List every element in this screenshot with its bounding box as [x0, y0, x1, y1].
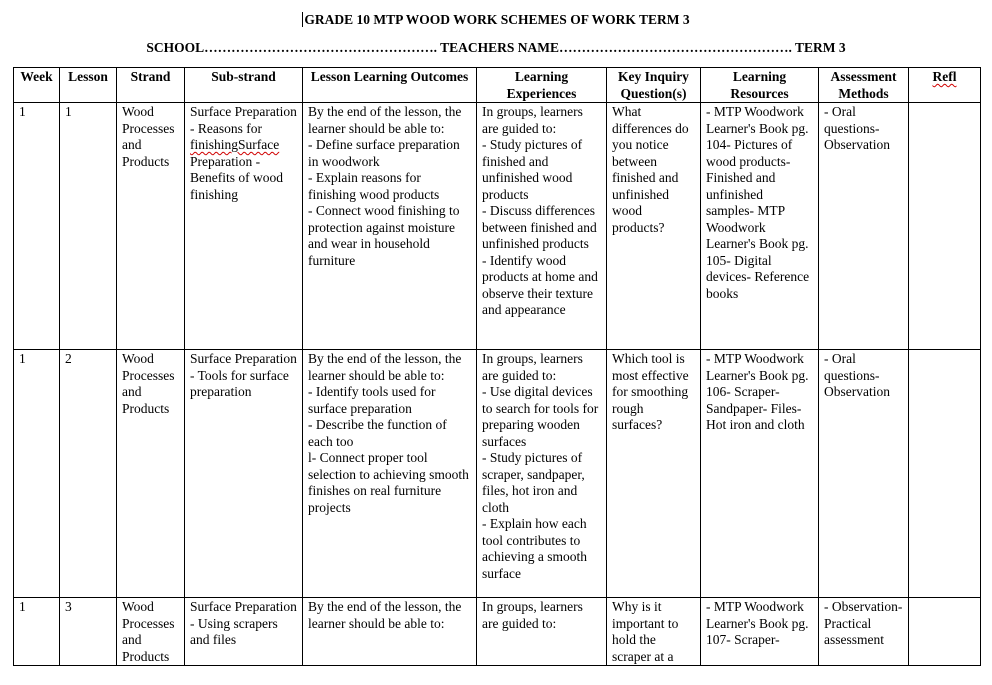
header-lesson: Lesson	[60, 68, 117, 103]
cell-assessment: - Oral questions- Observation	[819, 103, 909, 350]
cell-strand: Wood Processes and Products	[117, 103, 185, 350]
cell-week: 1	[14, 598, 60, 666]
header-strand: Strand	[117, 68, 185, 103]
cell-sub-strand: Surface Preparation - Tools for surface preparation	[185, 350, 303, 598]
sub-strand-text-part-1: Surface Preparation - Reasons for	[190, 104, 297, 136]
sub-strand-misspelled-word: finishingSurface	[190, 137, 280, 152]
document-title	[0, 12, 992, 28]
cell-assessment: - Oral questions- Observation	[819, 350, 909, 598]
cell-outcomes: By the end of the lesson, the learner should be able to: - Define surface preparation in woodwork - Explain reasons for finishing wood products - Connect wood finishing to protection against moisture and wear in household furniture	[303, 103, 477, 350]
cell-experiences: In groups, learners are guided to:	[477, 598, 607, 666]
sub-strand-text-part-2: Preparation - Benefits of wood finishing	[190, 153, 283, 202]
cell-reflection	[909, 350, 981, 598]
cell-strand: Wood Processes and Products	[117, 350, 185, 598]
school-teacher-term-line: SCHOOL……………………………………………. TEACHERS NAME……………………………………………. TERM 3	[146, 40, 846, 55]
table-header-row	[14, 68, 981, 103]
cell-reflection	[909, 598, 981, 666]
cell-sub-strand	[185, 103, 303, 350]
cell-strand: Wood Processes and Products	[117, 598, 185, 666]
schemes-of-work-table	[13, 67, 981, 666]
header-outcomes: Lesson Learning Outcomes	[303, 68, 477, 103]
cell-sub-strand: Surface Preparation - Using scrapers and files	[185, 598, 303, 666]
header-reflection	[909, 68, 981, 103]
cell-week: 1	[14, 350, 60, 598]
cell-resources: - MTP Woodwork Learner's Book pg. 106- Scraper- Sandpaper- Files- Hot iron and cloth	[701, 350, 819, 598]
header-sub-strand: Sub-strand	[185, 68, 303, 103]
header-resources: Learning Resources	[701, 68, 819, 103]
table-row	[14, 598, 981, 666]
cell-lesson: 3	[60, 598, 117, 666]
header-inquiry: Key Inquiry Question(s)	[607, 68, 701, 103]
cell-resources: - MTP Woodwork Learner's Book pg. 104- Pictures of wood products- Finished and unfinished samples- MTP Woodwork Learner's Book pg. 105- Digital devices- Reference books	[701, 103, 819, 350]
cell-lesson: 2	[60, 350, 117, 598]
cell-experiences: In groups, learners are guided to: - Study pictures of finished and unfinished wood products - Discuss differences between finished and unfinished products - Identify wood products at home and observe their texture and appearance	[477, 103, 607, 350]
cell-week: 1	[14, 103, 60, 350]
header-week: Week	[14, 68, 60, 103]
header-experiences: Learning Experiences	[477, 68, 607, 103]
cell-lesson: 1	[60, 103, 117, 350]
cell-inquiry: What differences do you notice between finished and unfinished wood products?	[607, 103, 701, 350]
header-assessment: Assessment Methods	[819, 68, 909, 103]
cell-inquiry: Why is it important to hold the scraper at a	[607, 598, 701, 666]
document-title-text: GRADE 10 MTP WOOD WORK SCHEMES OF WORK TERM 3	[304, 12, 690, 27]
table-row	[14, 350, 981, 598]
cell-reflection	[909, 103, 981, 350]
table-row	[14, 103, 981, 350]
cell-inquiry: Which tool is most effective for smoothing rough surfaces?	[607, 350, 701, 598]
cell-outcomes: By the end of the lesson, the learner should be able to: - Identify tools used for surface preparation - Describe the function of each too l- Connect proper tool selection to achieving smooth finishes on real furniture projects	[303, 350, 477, 598]
cell-assessment: - Observation- Practical assessment	[819, 598, 909, 666]
header-reflection-text: Refl	[932, 69, 957, 84]
cell-outcomes: By the end of the lesson, the learner should be able to:	[303, 598, 477, 666]
cell-experiences: In groups, learners are guided to: - Use digital devices to search for tools for preparing wooden surfaces - Study pictures of scraper, sandpaper, files, hot iron and cloth - Explain how each tool contributes to achieving a smooth surface	[477, 350, 607, 598]
cell-resources: - MTP Woodwork Learner's Book pg. 107- Scraper-	[701, 598, 819, 666]
